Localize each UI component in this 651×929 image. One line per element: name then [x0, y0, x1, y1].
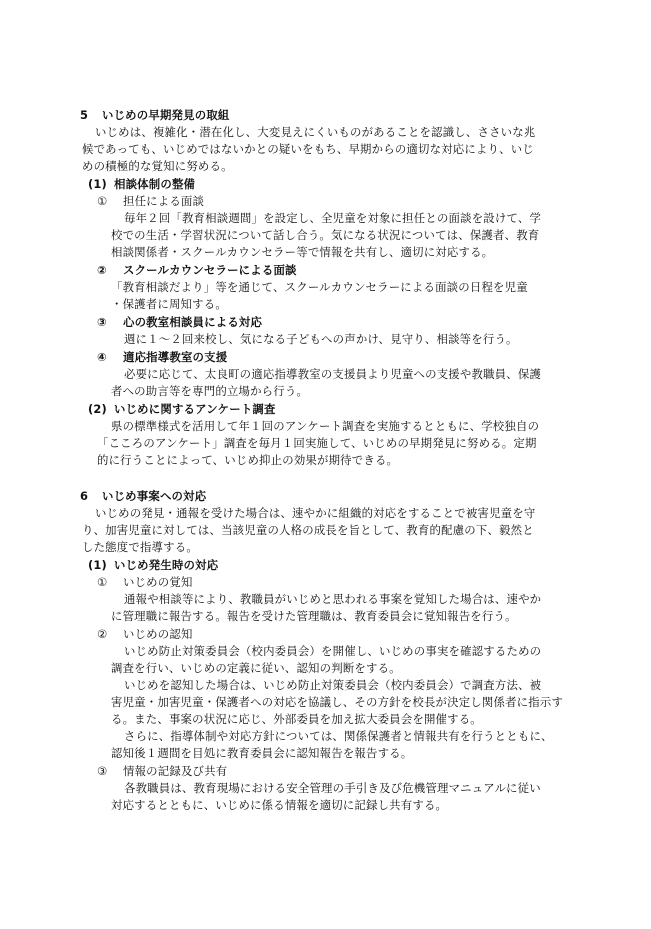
item-body-line: 者への助言等を専門的立場から行う。	[111, 384, 309, 398]
section-6-number: 6	[80, 489, 89, 503]
section-6-sub-1-heading	[88, 557, 218, 574]
item-body-line: さらに、指導体制や対応方針については、関係保護者と情報共有を行うとともに、	[124, 729, 553, 743]
item-body-line: 各教職員は、教育現場における安全管理の手引き及び危機管理マニュアルに従い	[124, 781, 541, 795]
sub-body-line: 「こころのアンケート」調査を毎月１回実施して、いじめの早期発見に努める。定期	[97, 436, 537, 450]
item-heading	[97, 314, 262, 331]
section-6-intro-line-1: いじめの発見・通報を受けた場合は、速やかに組織的対応をすることで被害児童を守	[95, 506, 536, 520]
item-title: 担任による面談	[123, 194, 205, 208]
section-5-heading	[80, 107, 230, 124]
item-body-line: ・保護者に周知する。	[111, 297, 227, 311]
section-5-sub-1-heading	[88, 176, 195, 193]
section-5-intro-line-2: 候であっても、いじめではないかとの疑いをもち、早期からの適切な対応により、いじ	[82, 142, 534, 156]
section-5-sub-1-title: 相談体制の整備	[114, 177, 196, 191]
item-body-line: 通報や相談等により、教職員がいじめと思われる事案を覚知した場合は、速やか	[124, 592, 542, 606]
section-5-title: いじめの早期発見の取組	[102, 108, 230, 122]
section-5-sub-1-number: (1)	[88, 177, 107, 191]
section-6-intro-line-3: した態度で指導する。	[82, 540, 198, 554]
item-body-line: 認知後１週間を目処に教育委員会に認知報告を報告する。	[111, 746, 413, 760]
item-heading	[97, 349, 227, 366]
item-body-line: 必要に応じて、太良町の適応指導教室の支援員より児童への支援や教職員、保護	[124, 367, 542, 381]
section-6-sub-1-number: (1)	[88, 558, 107, 572]
item-title: 情報の記録及び共有	[123, 764, 228, 778]
item-body-line: 校での生活・学習状況について話し合う。気になる状況については、保護者、教育	[111, 228, 540, 242]
section-5-intro-line-3: めの積極的な覚知に努める。	[82, 159, 233, 173]
item-body-line: 害児童・加害児童・保護者への対応を協議し、その方針を校長が決定し関係者に指示す	[111, 695, 564, 709]
section-5-sub-2-heading	[88, 401, 276, 418]
section-6-sub-1-title: いじめ発生時の対応	[114, 558, 219, 572]
item-body-line: に管理職に報告する。報告を受けた管理職は、教育委員会に覚知報告を行う。	[111, 609, 517, 623]
item-body-line: 対応するとともに、いじめに係る情報を適切に記録し共有する。	[111, 798, 448, 812]
item-body-line: 調査を行い、いじめの定義に従い、認知の判断をする。	[111, 661, 401, 675]
item-mark: ③	[97, 315, 107, 329]
section-6-intro-line-2: り、加害児童に対しては、当該児童の人格の成長を旨として、教育的配慮の下、毅然と	[82, 523, 534, 537]
item-body-line: る。また、事案の状況に応じ、外部委員を加え拡大委員会を開催する。	[111, 712, 482, 726]
item-mark: ③	[97, 764, 108, 778]
item-mark: ④	[97, 350, 107, 364]
item-body-line: 「教育相談だより」等を通じて、スクールカウンセラーによる面談の日程を児童	[111, 280, 528, 294]
item-mark: ①	[97, 575, 108, 589]
item-body-line: いじめを認知した場合は、いじめ防止対策委員会（校内委員会）で調査方法、被	[124, 678, 542, 692]
item-title: いじめの認知	[123, 627, 193, 641]
item-title: 心の教室相談員による対応	[123, 315, 263, 329]
section-6-heading	[80, 488, 206, 505]
item-title: スクールカウンセラーによる面談	[123, 263, 297, 277]
item-mark: ②	[97, 263, 107, 277]
item-title: 適応指導教室の支援	[123, 350, 228, 364]
item-body-line: 週に１～２回来校し、気になる子どもへの声かけ、見守り、相談等を行う。	[124, 332, 518, 346]
item-body-line: 毎年２回「教育相談週間」を設定し、全児童を対象に担任との面談を設けて、学	[124, 211, 542, 225]
section-5-intro-line-1: いじめは、複雑化・潜在化し、大変見えにくいものがあることを認識し、ささいな兆	[95, 125, 536, 139]
item-heading	[97, 763, 227, 780]
item-heading	[97, 626, 193, 643]
item-heading	[97, 193, 204, 210]
item-title: いじめの覚知	[123, 575, 193, 589]
item-heading	[97, 262, 297, 279]
item-mark: ①	[97, 194, 108, 208]
section-6-title: いじめ事案への対応	[102, 489, 207, 503]
section-5-number: 5	[80, 108, 89, 122]
item-body-line: いじめ防止対策委員会（校内委員会）を開催し、いじめの事実を確認するための	[124, 644, 542, 658]
sub-body-line: 県の標準様式を活用して年１回のアンケート調査を実施するとともに、学校独自の	[111, 419, 540, 433]
section-5-sub-2-title: いじめに関するアンケート調査	[114, 402, 276, 416]
sub-body-line: 的に行うことによって、いじめ抑止の効果が期待できる。	[97, 453, 399, 467]
item-heading	[97, 574, 193, 591]
item-mark: ②	[97, 627, 108, 641]
item-body-line: 相談関係者・スクールカウンセラー等で情報を共有し、適切に対応する。	[111, 245, 494, 259]
section-5-sub-2-number: (2)	[88, 402, 107, 416]
